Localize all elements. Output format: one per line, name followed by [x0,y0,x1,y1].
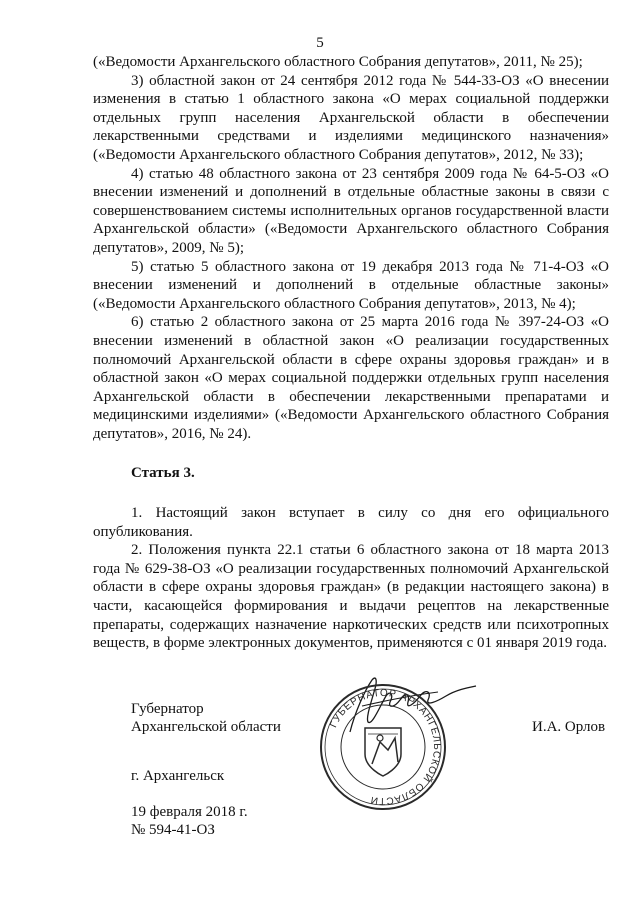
date: 19 февраля 2018 г. [131,804,248,820]
list-item-3: 3) областной закон от 24 сентября 2012 года № 544-33-ОЗ «О внесении изменения в статью 1 областного закона «О мерах социальной поддержки отдельных групп населения Архангельской области в обеспечении лекарственными средствами и изделиями медицинского назначения» («Ведомости Архангельского областного Собрания депутатов», 2012, № 33); [93,72,609,163]
signatory-name: И.А. Орлов [532,719,606,735]
city: г. Архангельск [131,768,225,784]
article-point-2: 2. Положения пункта 22.1 статьи 6 областного закона от 18 марта 2013 года № 629-38-ОЗ «О реализации государственных полномочий Архангельской области в сфере охраны здоровья граждан» (в редакции настоящего закона) в части, касающейся формирования и выдачи рецептов на лекарственные препараты, содержащих назначение наркотических средств или психотропных веществ, в форме электронных документов, применяются с 01 января 2019 года. [93,542,609,652]
article-point-1: 1. Настоящий закон вступает в силу со дня его официального опубликования. [93,505,609,540]
list-item-4: 4) статью 48 областного закона от 23 сентября 2009 года № 64-5-ОЗ «О внесении изменений и дополнений в отдельные областные законы в связи с совершенствованием системы исполнительных органов государственной власти Архангельской области» («Ведомости Архангельского областного Собрания депутатов», 2009, № 5); [93,165,609,256]
article-title: Статья 3. [131,465,195,482]
signatory-title-line1: Губернатор [131,701,204,717]
page-number: 5 [316,35,324,51]
law-number: № 594-41-ОЗ [131,822,215,838]
svg-text:ГУБЕРНАТОР АРХАНГЕЛЬСКОЙ ОБЛАС: ГУБЕРНАТОР АРХАНГЕЛЬСКОЙ ОБЛАСТИ [328,687,443,807]
official-seal-stamp [318,682,448,812]
list-item-6: 6) статью 2 областного закона от 25 марта 2016 года № 397-24-ОЗ «О внесении изменений в областной закон «О реализации государственных полномочий Архангельской области в сфере охраны здоровья граждан» и в областной закон «О мерах социальной поддержки отдельных групп населения Архангельской области в обеспечении лекарственными препаратами и медицинскими изделиями» («Ведомости Архангельского областного Собрания депутатов», 2016, № 24). [93,314,609,442]
document-body [93,53,609,653]
list-item-5: 5) статью 5 областного закона от 19 декабря 2013 года № 71-4-ОЗ «О внесении изменений и дополнений в отдельные областные законы» («Ведомости Архангельского областного Собрания депутатов», 2013, № 4); [93,258,609,312]
paragraph-continuation: («Ведомости Архангельского областного Собрания депутатов», 2011, № 25); [93,54,583,70]
signatory-title-line2: Архангельской области [131,719,281,735]
